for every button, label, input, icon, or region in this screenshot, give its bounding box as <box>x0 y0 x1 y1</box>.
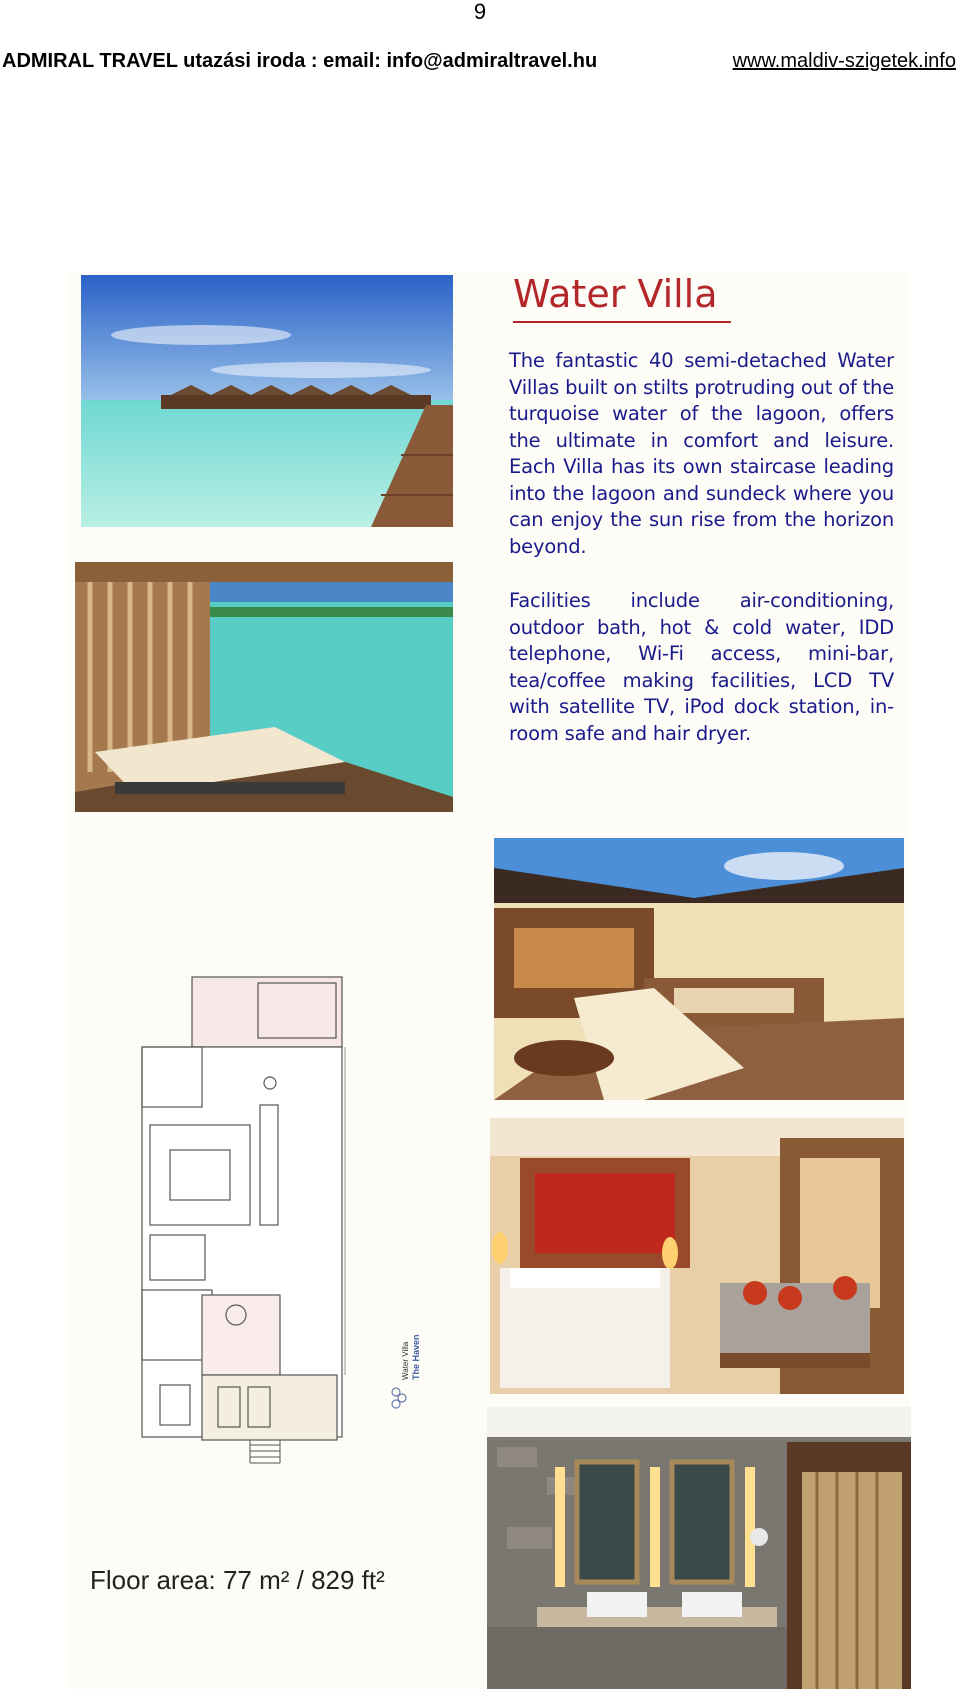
bathroom-photo <box>487 1407 911 1689</box>
plan-label <box>388 1310 422 1410</box>
villa-facilities: Facilities include air-conditioning, outdoor bath, hot & cold water, IDD telephone, Wi-Fi access, mini-bar, tea/coffee making facilities, LCD TV with satellite TV, iPod dock station, in-room safe and hair dryer. <box>509 589 894 745</box>
villa-description: The fantastic 40 semi-detached Water Villas built on stilts protruding out of the turquoise water of the lagoon, offers the ultimate in comfort and leisure. Each Villa has its own staircase leading into the lagoon and sundeck where you can enjoy the sun rise from the horizon beyond. <box>509 349 894 558</box>
water-villas-photo <box>81 275 453 527</box>
bedroom-photo <box>490 1118 904 1394</box>
website-link[interactable]: www.maldiv-szigetek.info <box>732 50 956 72</box>
agency-header: ADMIRAL TRAVEL utazási iroda : email: info@admiraltravel.hu <box>2 50 598 72</box>
floor-plan <box>140 975 355 1465</box>
villa-deck-photo <box>494 838 904 1100</box>
plan-label-line1: Water Villa <box>401 1341 410 1380</box>
floor-area: Floor area: 77 m² / 829 ft² <box>90 1565 385 1595</box>
title-underline <box>513 321 731 323</box>
sundeck-photo <box>75 562 453 812</box>
page-number: 9 <box>473 0 487 24</box>
plan-label-line2: The Haven <box>411 1334 421 1380</box>
villa-title: Water Villa <box>513 272 718 316</box>
